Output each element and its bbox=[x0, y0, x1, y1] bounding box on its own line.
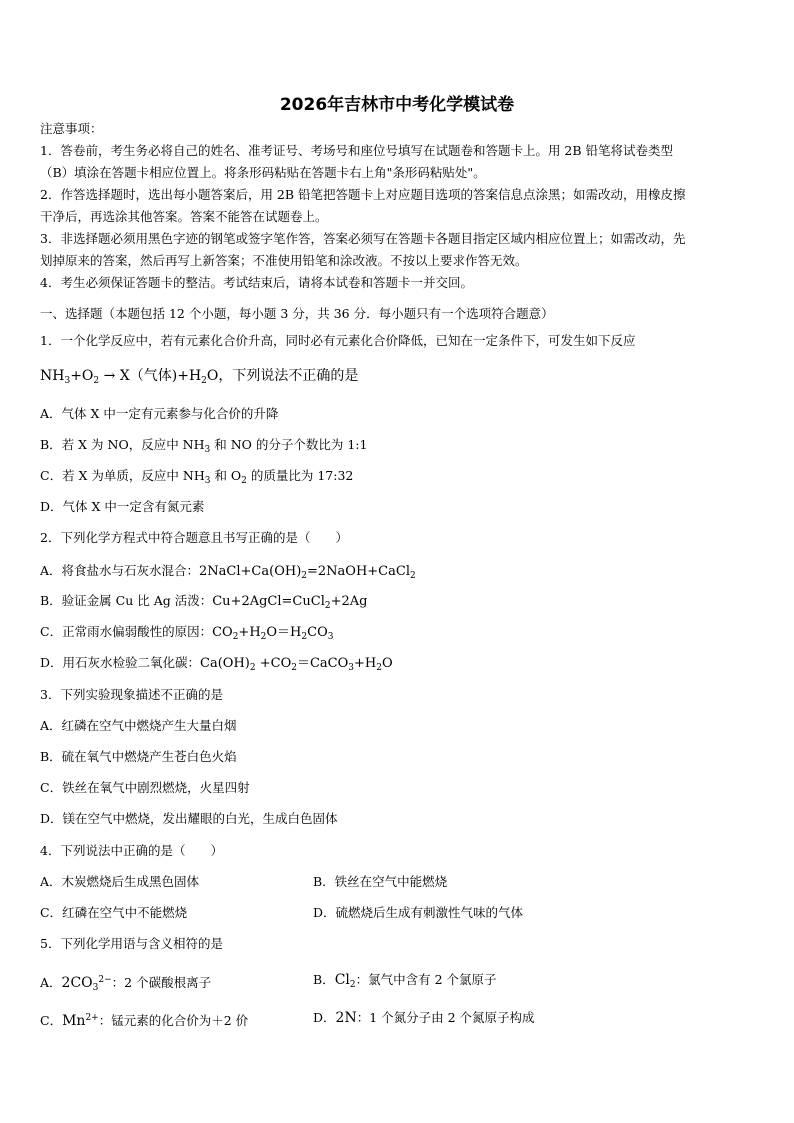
notice-line-4: 干净后，再选涂其他答案。答案不能答在试题卷上。 bbox=[40, 209, 328, 224]
q3-option-a: A．红磷在空气中燃烧产生大量白烟 bbox=[40, 718, 237, 733]
notice-line-3: 2．作答选择题时，选出每小题答案后，用 2B 铅笔把答题卡上对应题目选项的答案信息点涂黑；如需改动，用橡皮擦 bbox=[40, 187, 686, 202]
q2-option-b: B．验证金属 Cu 比 Ag 活泼：Cu+2AgCl=CuCl$_2$+2Ag bbox=[40, 593, 368, 611]
q4-option-c: C．红磷在空气中不能燃烧 bbox=[40, 905, 188, 920]
q5-option-a: A．$2CO_3^{2-}$：2 个碳酸根离子 bbox=[40, 975, 212, 993]
q2-stem: 2．下列化学方程式中符合题意且书写正确的是（ ） bbox=[40, 530, 348, 545]
page-title: 2026年吉林市中考化学模试卷 bbox=[279, 95, 515, 115]
q2-option-a: A．将食盐水与石灰水混合：$2NaCl+Ca(OH)_2=2NaOH+CaCl_2$ bbox=[40, 563, 416, 581]
q2-option-d: D．用石灰水检验二氧化碳：$Ca(OH)_2$ $+CO_2=CaCO_3+H_2O$ bbox=[40, 655, 393, 673]
q1-option-d: D．气体 X 中一定含有氮元素 bbox=[40, 499, 205, 514]
notice-heading: 注意事项： bbox=[40, 121, 103, 136]
q5-option-d: D．2N：1 个氮分子由 2 个氮原子构成 bbox=[313, 1010, 535, 1026]
q3-option-b: B．硫在氧气中燃烧产生苍白色火焰 bbox=[40, 749, 237, 764]
q4-stem: 4．下列说法中正确的是（ ） bbox=[40, 843, 223, 858]
q4-option-a: A．木炭燃烧后生成黑色固体 bbox=[40, 874, 200, 889]
notice-line-1: 1．答卷前，考生务必将自己的姓名、准考证号、考场号和座位号填写在试题卷和答题卡上。用 2B 铅笔将试卷类型 bbox=[40, 143, 674, 158]
notice-line-2: （B）填涂在答题卡相应位置上。将条形码粘贴在答题卡右上角"条形码粘贴处"。 bbox=[40, 165, 486, 180]
notice-line-6: 划掉原来的答案，然后再写上新答案；不准使用铅笔和涂改液。不按以上要求作答无效。 bbox=[40, 253, 528, 268]
q1-option-c: C．若 X 为单质，反应中 $NH_3$ 和 $O_2$ 的质量比为 17:32 bbox=[40, 468, 354, 486]
q2-option-c: C．正常雨水偏弱酸性的原因：$CO_2+H_2O=H_2CO_3$ bbox=[40, 624, 334, 642]
q1-equation: $NH_3+O_2 \to X$（气体)$+H_2O$，下列说法不正确的是 bbox=[40, 368, 359, 386]
notice-line-7: 4．考生必须保证答题卡的整洁。考试结束后，请将本试卷和答题卡一并交回。 bbox=[40, 275, 473, 290]
q5-option-b: B．$Cl_2$：氯气中含有 2 个氯原子 bbox=[313, 972, 497, 990]
q1-stem: 1．一个化学反应中，若有元素化合价升高，同时必有元素化合价降低，已知在一定条件下，可发生如下反应 bbox=[40, 333, 636, 348]
q3-stem: 3．下列实验现象描述不正确的是 bbox=[40, 687, 223, 702]
q3-option-d: D．镁在空气中燃烧，发出耀眼的白光，生成白色固体 bbox=[40, 811, 338, 826]
q4-option-b: B．铁丝在空气中能燃烧 bbox=[313, 874, 448, 889]
q3-option-c: C．铁丝在氧气中剧烈燃烧，火星四射 bbox=[40, 780, 250, 795]
q1-equation-tail: ，下列说法不正确的是 bbox=[218, 368, 359, 384]
q1-option-b: B．若 X 为 NO，反应中 $NH_3$ 和 NO 的分子个数比为 1:1 bbox=[40, 437, 368, 455]
section-heading: 一、选择题（本题包括 12 个小题，每小题 3 分，共 36 分．每小题只有一个选项符合题意） bbox=[40, 306, 554, 321]
q5-option-c: C．$Mn^{2+}$：锰元素的化合价为＋2 价 bbox=[40, 1013, 249, 1029]
q1-option-a: A．气体 X 中一定有元素参与化合价的升降 bbox=[40, 406, 279, 421]
notice-block bbox=[40, 118, 760, 294]
notice-line-5: 3．非选择题必须用黑色字迹的钢笔或签字笔作答，答案必须写在答题卡各题目指定区域内相应位置上；如需改动，先 bbox=[40, 231, 686, 246]
q5-stem: 5．下列化学用语与含义相符的是 bbox=[40, 936, 223, 951]
q4-option-d: D．硫燃烧后生成有刺激性气味的气体 bbox=[313, 905, 524, 920]
